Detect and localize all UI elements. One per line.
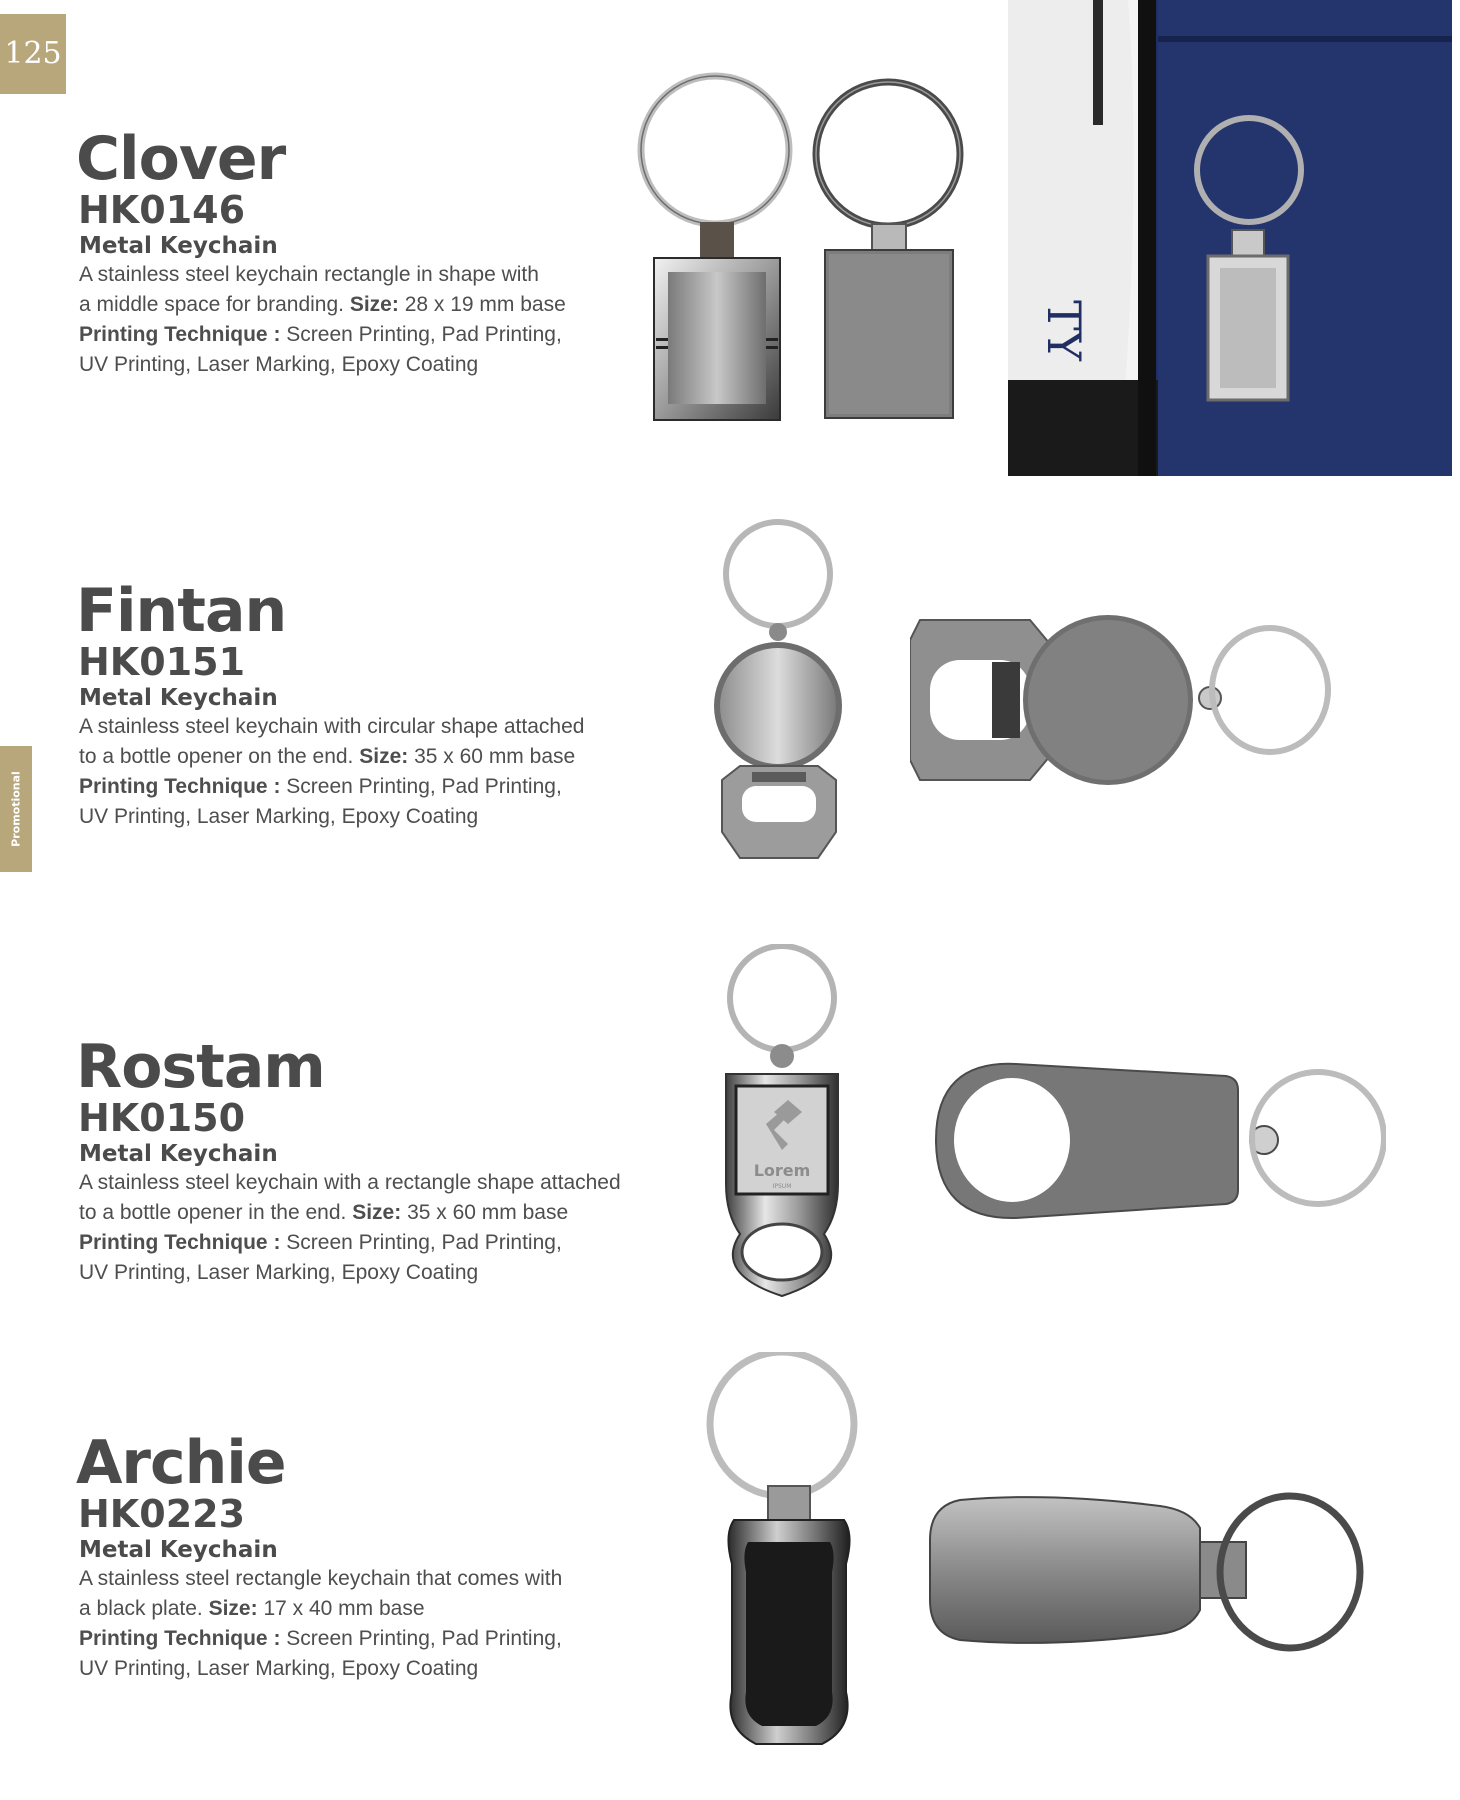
technique-label: Printing Technique :	[79, 1231, 281, 1254]
printing-technique-line-1	[79, 772, 676, 802]
product-code: HK0223	[78, 1492, 246, 1536]
description-text: to a bottle opener on the end.	[79, 745, 354, 768]
product-fintan	[76, 576, 676, 832]
technique-label: Printing Technique :	[79, 775, 281, 798]
product-code: HK0151	[78, 640, 246, 684]
technique-value: Screen Printing, Pad Printing,	[286, 1231, 562, 1254]
archie-front-photo	[700, 1352, 870, 1752]
technique-value: Screen Printing, Pad Printing,	[286, 323, 562, 346]
size-value: 35 x 60 mm base	[407, 1201, 569, 1224]
product-description-line-1: A stainless steel keychain with a rectangle shape attached	[79, 1171, 621, 1194]
product-description-line-2	[79, 742, 676, 772]
technique-label: Printing Technique :	[79, 1627, 281, 1650]
fintan-side-photo	[910, 610, 1350, 790]
product-description-line-1: A stainless steel rectangle keychain that comes with	[79, 1567, 563, 1590]
product-clover	[76, 124, 676, 380]
product-name: Archie	[76, 1428, 286, 1498]
section-tab	[0, 746, 32, 872]
printing-technique-line-1	[79, 1228, 676, 1258]
technique-label: Printing Technique :	[79, 323, 281, 346]
product-type: Metal Keychain	[79, 233, 278, 259]
fintan-front-photo	[700, 518, 850, 868]
size-label: Size:	[352, 1201, 402, 1224]
printing-technique-line-1	[79, 1624, 676, 1654]
section-tab-label: Promotional	[9, 771, 23, 847]
size-label: Size:	[349, 293, 399, 316]
size-label: Size:	[208, 1597, 258, 1620]
printing-technique-line-2: UV Printing, Laser Marking, Epoxy Coating	[79, 805, 479, 828]
ipsum-text: IPSUM	[772, 1183, 792, 1190]
page-number: 125	[0, 14, 66, 94]
rostam-side-photo	[926, 1050, 1386, 1230]
product-type: Metal Keychain	[79, 685, 278, 711]
product-type: Metal Keychain	[79, 1141, 278, 1167]
description-text: a black plate.	[79, 1597, 203, 1620]
archie-side-photo	[920, 1480, 1380, 1670]
rostam-front-photo	[700, 944, 850, 1304]
product-description-line-2	[79, 1594, 676, 1624]
product-name: Fintan	[76, 576, 287, 646]
printing-technique-line-2: UV Printing, Laser Marking, Epoxy Coating	[79, 1657, 479, 1680]
size-value: 17 x 40 mm base	[263, 1597, 425, 1620]
size-value: 28 x 19 mm base	[404, 293, 566, 316]
size-value: 35 x 60 mm base	[414, 745, 576, 768]
description-text: a middle space for branding.	[79, 293, 344, 316]
product-description-line-2	[79, 1198, 676, 1228]
product-type: Metal Keychain	[79, 1537, 278, 1563]
bag-print-text: TY	[1037, 300, 1091, 362]
product-name: Rostam	[76, 1032, 325, 1102]
product-code: HK0146	[78, 188, 246, 232]
clover-bag-photo	[1008, 0, 1452, 476]
lorem-text: Lorem	[753, 1161, 811, 1180]
clover-back-photo	[800, 74, 975, 430]
product-description-line-2	[79, 290, 676, 320]
product-name: Clover	[76, 124, 286, 194]
description-text: to a bottle opener in the end.	[79, 1201, 347, 1224]
product-description-line-1: A stainless steel keychain rectangle in shape with	[79, 263, 539, 286]
product-code: HK0150	[78, 1096, 246, 1140]
product-archie	[76, 1428, 676, 1684]
technique-value: Screen Printing, Pad Printing,	[286, 1627, 562, 1650]
printing-technique-line-1	[79, 320, 676, 350]
size-label: Size:	[359, 745, 409, 768]
product-rostam	[76, 1032, 676, 1288]
clover-front-photo	[630, 70, 810, 430]
technique-value: Screen Printing, Pad Printing,	[286, 775, 562, 798]
product-description-line-1: A stainless steel keychain with circular shape attached	[79, 715, 585, 738]
printing-technique-line-2: UV Printing, Laser Marking, Epoxy Coating	[79, 353, 479, 376]
printing-technique-line-2: UV Printing, Laser Marking, Epoxy Coating	[79, 1261, 479, 1284]
